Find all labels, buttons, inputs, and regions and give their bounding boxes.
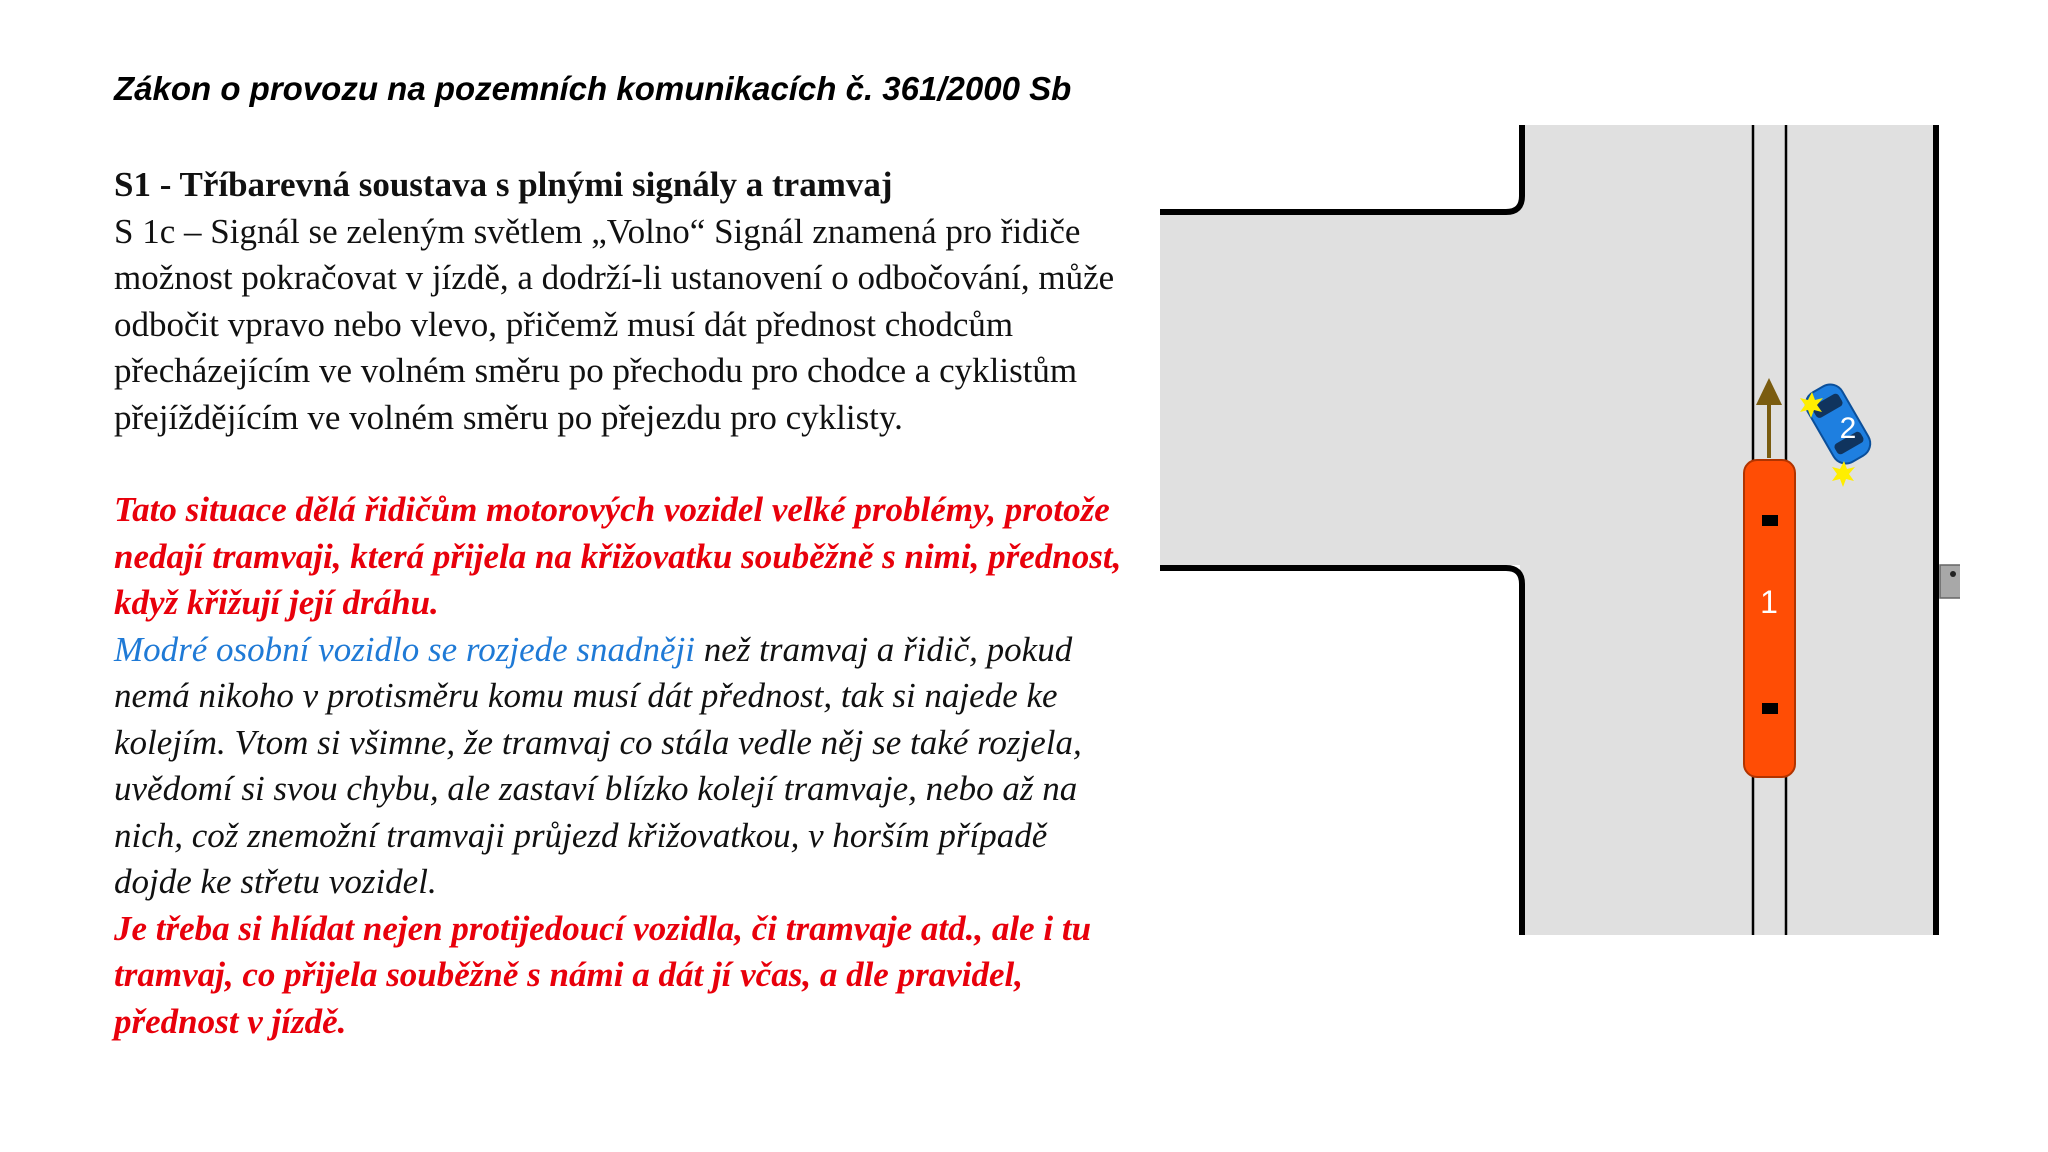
car-label: 2: [1839, 412, 1857, 445]
curb-top: [1160, 125, 1522, 212]
main-road: [1520, 125, 1937, 935]
spacer: [114, 441, 1124, 487]
curb-bottom: [1160, 568, 1522, 935]
scenario-text: [114, 627, 1124, 906]
scenario-rest: než tramvaj a řidič, pokud nemá nikoho v protisměru komu musí dát přednost, tak si najede ke kolejím. Vtom si všimne, že tramvaj co stála vedle něj se také rozjela, uvědomí si svou chybu, ale zastaví blízko kolejí tramvaje, nebo až na nich, což znemožní tramvaji průjezd křižovatkou, v horším případě dojde ke střetu vozidel.: [114, 629, 1082, 901]
tram-label: 1: [1760, 584, 1778, 620]
signal-description: S 1c – Signál se zeleným světlem „Volno“ Signál znamená pro řidiče možnost pokračovat v jízdě, a dodrží-li ustanovení o odbočování, může odbočit vpravo nebo vlevo, přičemž musí dát přednost chodcům přecházejícím ve volném směru po přechodu pro chodce a cyklistům přejíždějícím ve volném směru po přejezdu pro cyklisty.: [114, 211, 1115, 437]
traffic-signal: [1940, 563, 1960, 673]
scenario-blue-highlight: Modré osobní vozidlo se rozjede snadněji: [114, 629, 696, 669]
text-block: [114, 162, 1124, 1045]
warning-text-1: Tato situace dělá řidičům motorových vozidel velké problémy, protože nedají tramvaji, která přijela na křižovatku souběžně s nimi, přednost, když křižují její dráhu.: [114, 490, 1122, 622]
side-road: [1160, 210, 1540, 565]
warning-text-2: Je třeba si hlídat nejen protijedoucí vozidla, či tramvaje atd., ale i tu tramvaj, co přijela souběžně s námi a dát jí včas, a dle pravidel, přednost v jízdě.: [114, 908, 1092, 1041]
section-heading: S1 - Tříbarevná soustava s plnými signály a tramvaj: [114, 165, 893, 204]
law-title: Zákon o provozu na pozemních komunikacích č. 361/2000 Sb: [114, 70, 1072, 107]
intersection-diagram: [1160, 125, 1960, 955]
